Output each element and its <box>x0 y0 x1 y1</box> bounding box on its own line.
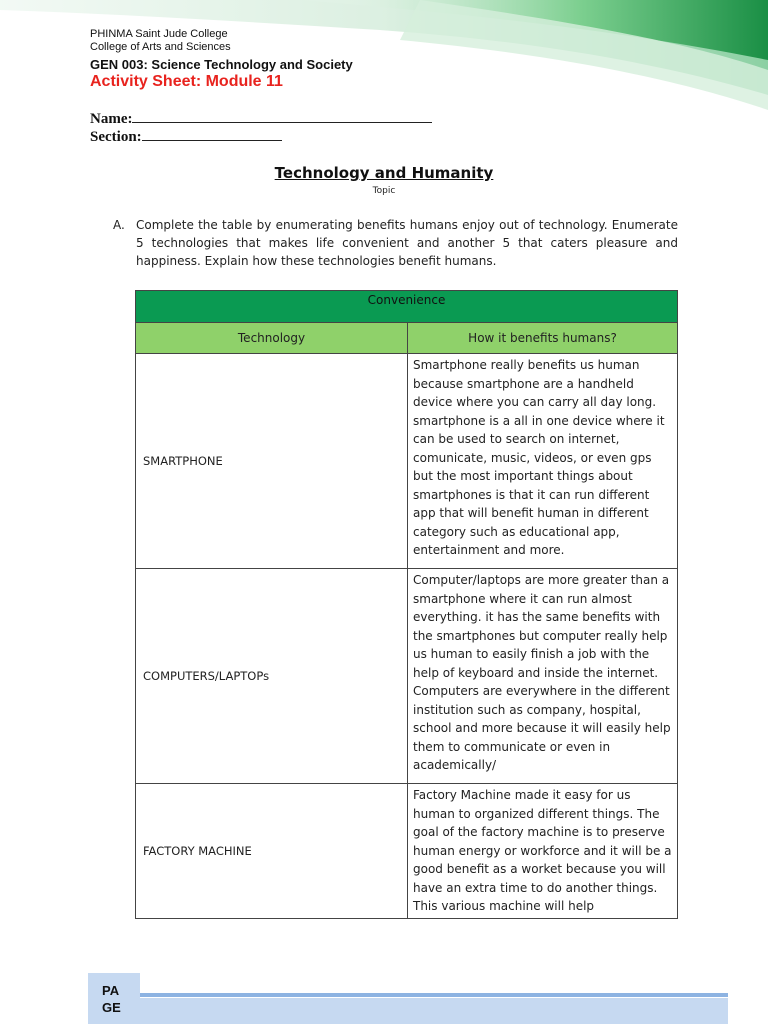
instruction <box>113 216 678 270</box>
technology-cell: FACTORY MACHINE <box>136 784 408 919</box>
footer-rule <box>140 993 728 997</box>
instruction-letter: A. <box>113 218 125 232</box>
footer-band <box>88 998 728 1024</box>
convenience-table <box>135 290 678 919</box>
page-label: PA GE <box>102 983 121 1015</box>
instruction-text: Complete the table by enumerating benefits humans enjoy out of technology. Enumerate 5 technologies that makes life convenient and another 5 that caters pleasure and happiness. Explain how these technologies benefit humans. <box>136 218 678 268</box>
document-header <box>90 28 353 91</box>
technology-cell: SMARTPHONE <box>136 354 408 569</box>
column-header-benefits: How it benefits humans? <box>408 323 678 354</box>
section-label: Section: <box>90 129 142 145</box>
table-row <box>136 784 678 919</box>
course-title: GEN 003: Science Technology and Society <box>90 57 353 72</box>
table-section-title: Convenience <box>136 291 678 323</box>
table-row <box>136 354 678 569</box>
table-row <box>136 569 678 784</box>
section-field <box>90 128 282 146</box>
college-name: College of Arts and Sciences <box>90 41 231 53</box>
benefit-cell: Factory Machine made it easy for us human to organized different things. The goal of the factory machine is to preserve human energy or workforce and it will be a good benefit as a worket because you will have an extra time to do another things. This various machine will help <box>408 784 678 919</box>
benefit-cell: Smartphone really benefits us human because smartphone are a handheld device where you can carry all day long. smartphone is a all in one device where it can be used to search on internet, comunicate, music, videos, or even gps but the most important things about smartphones is that it can run different app that will benefit human in different category such as educational app, entertainment and more. <box>408 354 678 569</box>
name-field <box>90 110 432 128</box>
page-title: Technology and Humanity <box>274 164 494 182</box>
section-line[interactable] <box>142 128 282 141</box>
column-header-technology: Technology <box>136 323 408 354</box>
page-subtitle: Topic <box>372 186 396 196</box>
technology-cell: COMPUTERS/LAPTOPs <box>136 569 408 784</box>
school-name: PHINMA Saint Jude College <box>90 28 228 40</box>
name-line[interactable] <box>132 110 432 123</box>
benefit-cell: Computer/laptops are more greater than a smartphone where it can run almost everything. it has the same benefits with the smartphones but computer really help us human to easily finish a job with the help of keyboard and inside the internet. Computers are everywhere in the different institution such as company, hospital, school and more because it will easily help them to communicate or even in academically/ <box>408 569 678 784</box>
name-label: Name: <box>90 111 133 127</box>
activity-title: Activity Sheet: Module 11 <box>90 73 283 90</box>
